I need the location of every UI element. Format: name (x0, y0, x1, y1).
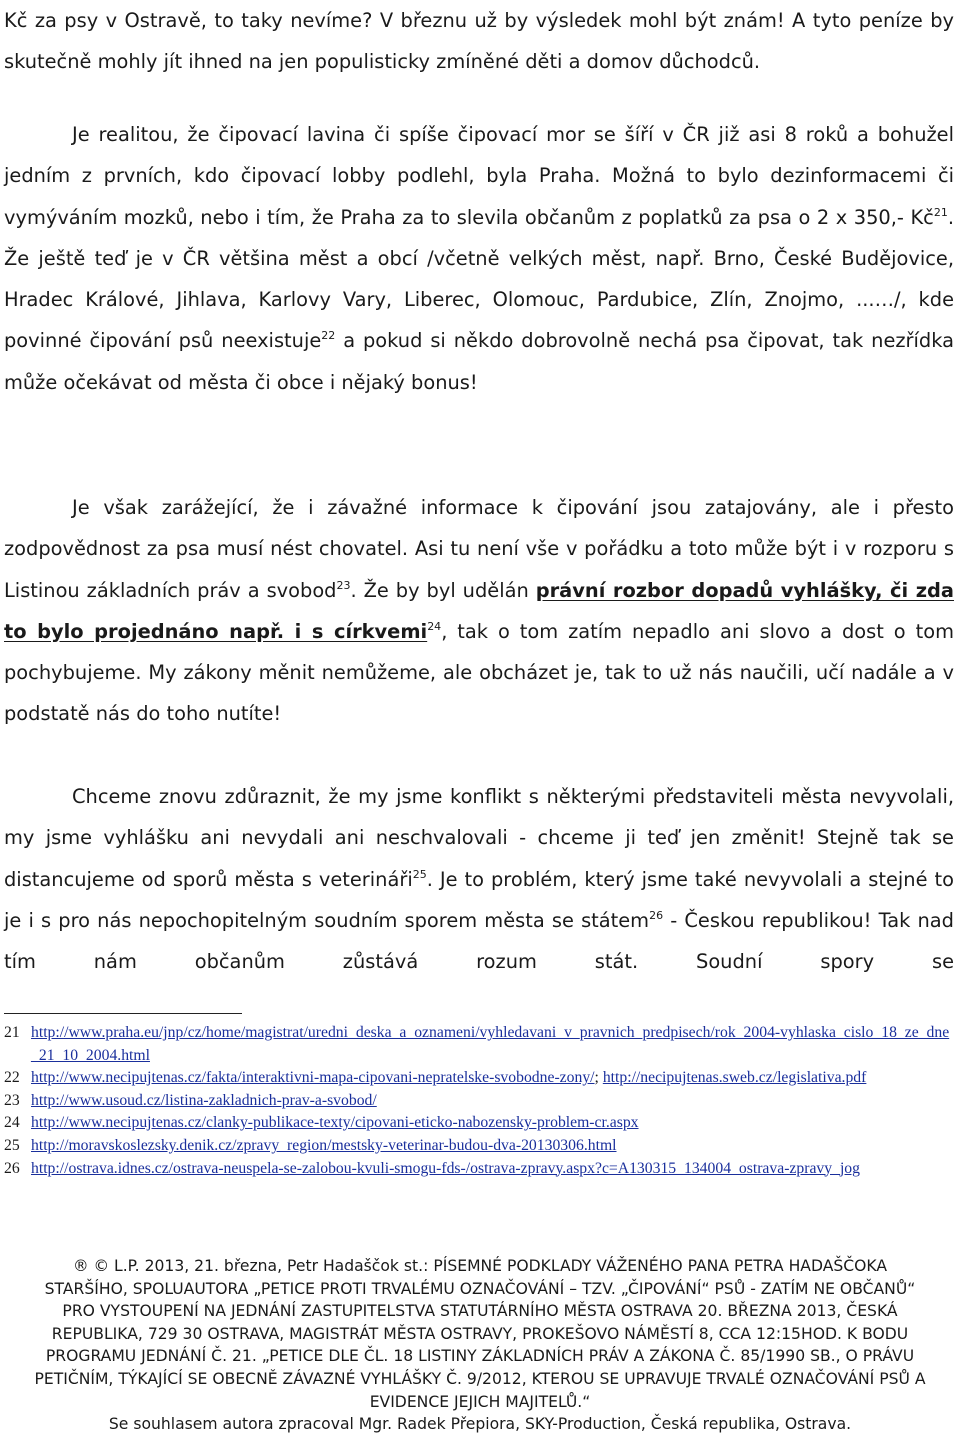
paragraph-1-part-a: Je realitou, že čipovací lavina či spíše čipovací mor se šíří v ČR již asi 8 roků a bohužel jedním z prvních, kdo čipovací lobby podlehl, byla Praha. Možná to bylo dezinformacemi či vymýváním mozků, nebo i tím, že Praha za to slevila občanům z poplatků za psa o 2 x 350,- Kč (4, 123, 954, 229)
paragraph-1-part-c: a pokud si někdo dobrovolně nechá psa čipovat, tak nezřídka může očekávat od města či obce i nějaký bonus! (4, 329, 954, 394)
footnote-number: 21 (4, 1024, 20, 1041)
paragraph-1-part-b: . Že ještě teď je v ČR většina měst a obcí /včetně velkých měst, např. Brno, České Budějovice, Hradec Králové, Jihlava, Karlovy Vary, Liberec, Olomouc, Pardubice, Zlín, Znojmo, ...…/, kde povinné čipování psů neexistuje (4, 205, 954, 353)
footnote-number: 22 (4, 1069, 20, 1087)
paragraph-3-part-c: - Českou republikou! Tak nad tím nám občanům zůstává rozum stát. Soudní spory se (4, 908, 954, 974)
footnote-22 (4, 1067, 954, 1090)
footnote-number: 23 (4, 1091, 20, 1109)
footnote-ref-21[interactable]: 21 (933, 205, 948, 219)
paragraph-1 (4, 114, 954, 403)
footnote-23 (4, 1090, 954, 1113)
footnote-ref-25[interactable]: 25 (412, 867, 427, 881)
footnote-divider (4, 1013, 242, 1014)
footnote-26 (4, 1158, 954, 1181)
footnote-list (4, 1022, 954, 1180)
footnote-ref-22[interactable]: 22 (321, 329, 336, 343)
footnote-ref-24[interactable]: 24 (427, 619, 442, 633)
legal-analysis-link[interactable]: právní rozbor dopadů vyhlášky, či zda to bylo projednáno např. i s církvemi (4, 578, 954, 643)
footnote-ref-26[interactable]: 26 (649, 908, 664, 922)
paragraph-2-part-c: , tak o tom zatím nepadlo ani slovo a dost o tom pochybujeme. My zákony měnit nemůžeme, ale obcházet je, tak to už nás naučili, učí nadále a v podstatě nás do toho nutíte! (4, 619, 954, 726)
paragraph-2 (4, 487, 954, 735)
colophon (0, 1255, 960, 1436)
footnote-link[interactable]: http://moravskoslezsky.denik.cz/zpravy_region/mestsky-veterinar-budou-dva-20130306.html (31, 1136, 617, 1154)
footnote-number: 26 (4, 1159, 20, 1177)
colophon-credit: Se souhlasem autora zpracoval Mgr. Radek Přepiora, SKY-Production, Česká republika, Ostrava. (108, 1415, 852, 1434)
footnote-link[interactable]: http://www.necipujtenas.cz/fakta/interaktivni-mapa-cipovani-nepratelske-svobodne-zony/ (31, 1069, 595, 1087)
footnote-25 (4, 1135, 954, 1158)
paragraph-2-part-b: . Že by byl udělán (350, 578, 536, 602)
footnote-link[interactable]: http://www.usoud.cz/listina-zakladnich-prav-a-svobod/ (31, 1091, 377, 1109)
footnote-link[interactable]: http://www.necipujtenas.cz/clanky-publikace-texty/cipovani-eticko-nabozensky-problem-cr.aspx (31, 1114, 639, 1132)
footnote-24 (4, 1112, 954, 1135)
paragraph-2-part-a: Je však zarážející, že i závažné informace k čipování jsou zatajovány, ale i přesto zodpovědnost za psa musí nést chovatel. Asi tu není vše v pořádku a toto může být i v rozporu s Listinou základních práv a svobod (4, 496, 954, 602)
footnote-link[interactable]: http://www.praha.eu/jnp/cz/home/magistrat/uredni_deska_a_oznameni/vyhledavani_v_pravnich_predpisech/rok_2004-vyhlaska_cislo_18_ze_dne_21_10_2004.html (31, 1024, 950, 1064)
paragraph-3 (4, 776, 954, 982)
paragraph-3-part-a: Chceme znovu zdůraznit, že my jsme konflikt s některými představiteli města nevyvolali, my jsme vyhlášku ani nevydali ani neschvalovali - chceme ji teď jen změnit! Stejně tak se distancujeme od sporů města s veterináři (4, 785, 954, 891)
paragraph-3-part-b: . Je to problém, který jsme také nevyvolali a stejné to je i s pro nás nepochopitelným soudním sporem města se státem (4, 867, 954, 932)
footnote-number: 25 (4, 1136, 20, 1154)
colophon-main: ® © L.P. 2013, 21. března, Petr Hadaščok st.: PÍSEMNÉ PODKLADY VÁŽENÉHO PANA PETRA HADAŠČOKA STARŠÍHO, SPOLUAUTORA „PETICE PROTI TRVALÉMU OZNAČOVÁNÍ – TZV. „ČIPOVÁNÍ“ PSŮ - ZATÍM NE OBČANŮ“ PRO VYSTOUPENÍ NA JEDNÁNÍ ZASTUPITELSTVA STATUTÁRNÍHO MĚSTA OSTRAVA 20. BŘEZNA 2013, ČESKÁ REPUBLIKA, 729 30 OSTRAVA, MAGISTRÁT MĚSTA OSTRAVY, PROKEŠOVO NÁMĚSTÍ 8, CCA 12:15HOD. K BODU PROGRAMU JEDNÁNÍ Č. 21. „PETICE DLE ČL. 18 LISTINY ZÁKLADNÍCH PRÁV A ZÁKONA Č. 85/1990 SB., O PRÁVU PETIČNÍM, TÝKAJÍCÍ SE OBECNĚ ZÁVAZNÉ VYHLÁŠKY Č. 9/2012, KTEROU SE UPRAVUJE TRVALÉ OZNAČOVÁNÍ PSŮ A EVIDENCE JEJICH MAJITELŮ.“ (34, 1257, 926, 1411)
footnote-number: 24 (4, 1114, 20, 1132)
footnote-21 (4, 1022, 954, 1067)
footnote-separator: ; (594, 1069, 599, 1087)
footnote-link[interactable]: http://necipujtenas.sweb.cz/legislativa.pdf (602, 1069, 867, 1087)
footnote-link[interactable]: http://ostrava.idnes.cz/ostrava-neuspela-se-zalobou-kvuli-smogu-fds-/ostrava-zpravy.aspx?c=A130315_134004_ostrava-zpravy_jog (31, 1159, 860, 1177)
footnote-ref-23[interactable]: 23 (336, 578, 351, 592)
paragraph-top-text: Kč za psy v Ostravě, to taky nevíme? V březnu už by výsledek mohl být znám! A tyto peníze by skutečně mohly jít ihned na jen populisticky zmíněné děti a domov důchodců. (4, 9, 954, 74)
paragraph-top (4, 0, 954, 83)
